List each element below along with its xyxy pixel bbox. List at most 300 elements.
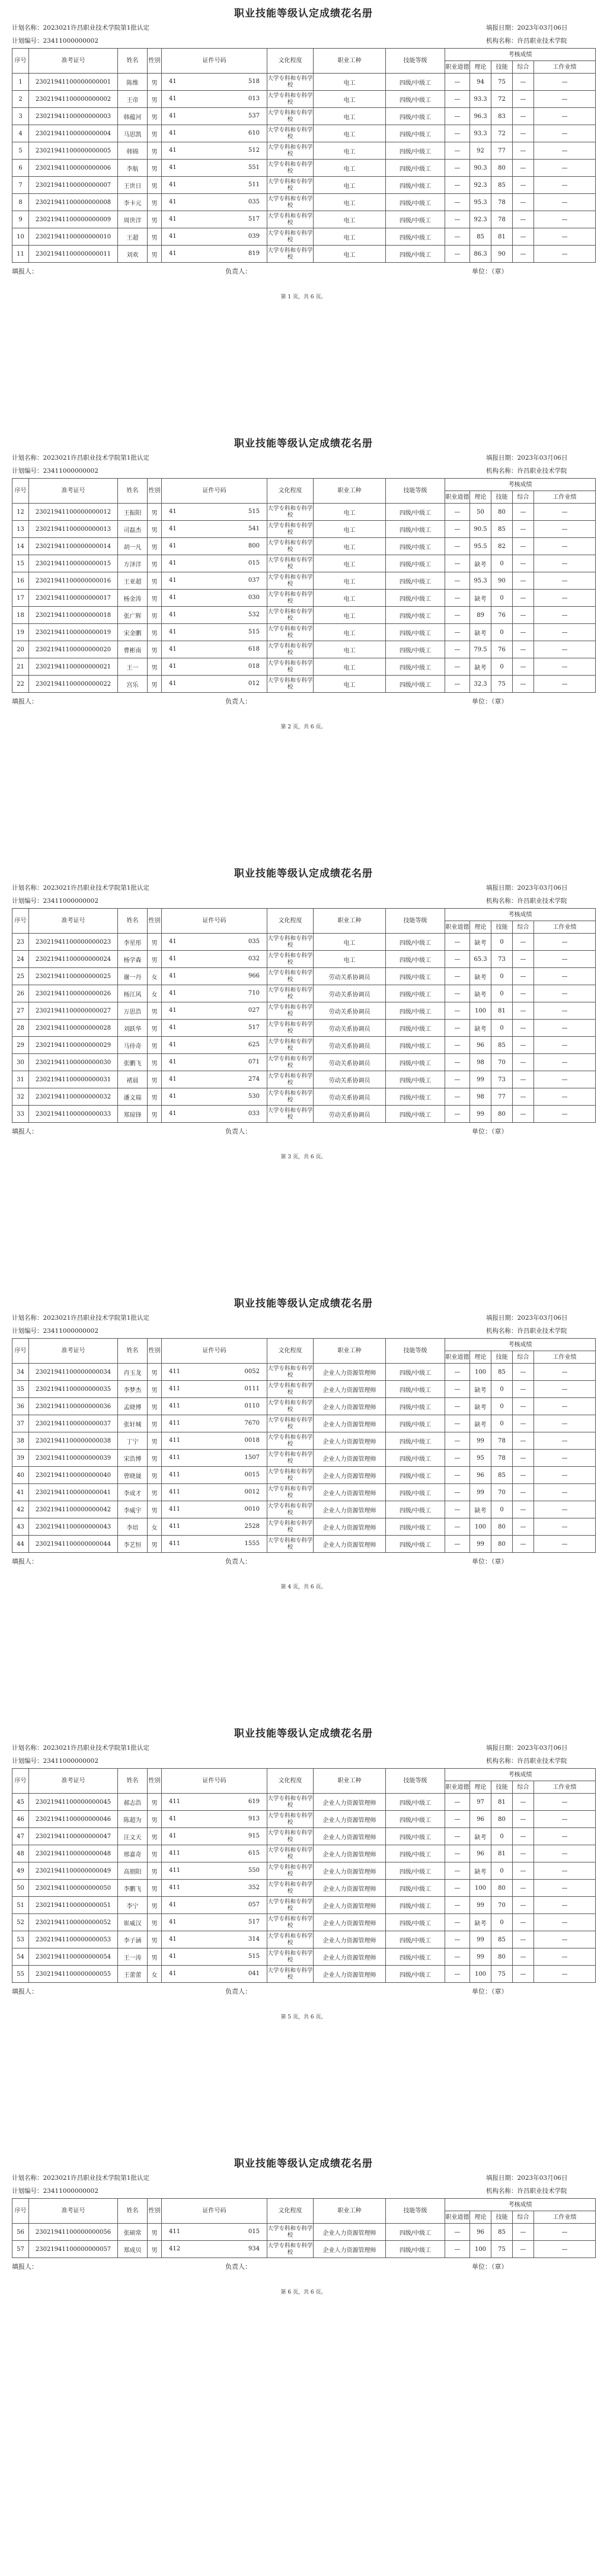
header-seq: 序号: [12, 1769, 29, 1794]
id-prefix: 41: [169, 130, 177, 136]
cell-skill: 80: [491, 1880, 513, 1897]
table-row: [12, 951, 596, 968]
header-theory: 理论: [470, 921, 491, 934]
document-title: 职业技能等级认定成绩花名册: [234, 438, 373, 450]
cell-ethics: —: [445, 1948, 470, 1966]
cell-gender: 男: [148, 658, 162, 676]
header-id-no: 证件号码: [162, 1339, 267, 1364]
cell-name: 孟晓博: [118, 1398, 148, 1415]
id-suffix: 537: [248, 113, 260, 119]
cell-education: 大学专科和专科学校: [267, 1071, 314, 1088]
cell-name: 韩蕴河: [118, 108, 148, 125]
cell-exam-no: 23021941100000000022: [29, 676, 118, 693]
cell-id-no: [162, 1467, 267, 1484]
cell-gender: 男: [148, 194, 162, 211]
cell-gender: 男: [148, 1054, 162, 1071]
cell-ethics: —: [445, 934, 470, 951]
cell-skill: 85: [491, 1037, 513, 1054]
cell-gender: 男: [148, 1880, 162, 1897]
cell-job: 电工: [314, 624, 386, 641]
header-seq: 序号: [12, 1339, 29, 1364]
cell-theory: 92: [470, 142, 491, 160]
cell-name: 陈超为: [118, 1811, 148, 1828]
cell-overall: —: [513, 1794, 534, 1811]
table-row: [12, 538, 596, 555]
cell-level: 四级/中级工: [386, 985, 445, 1002]
cell-id-no: [162, 1415, 267, 1432]
cell-exam-no: 23021941100000000003: [29, 108, 118, 125]
cell-name: 李子涵: [118, 1931, 148, 1948]
page-number: 第 3 页，共 6 页。: [280, 1154, 327, 1160]
header-job: 职业工种: [314, 2199, 386, 2224]
id-prefix: 41: [169, 164, 177, 171]
cell-seq: 42: [12, 1501, 29, 1518]
cell-job: 企业人力资源管理师: [314, 1467, 386, 1484]
id-suffix: 033: [248, 1110, 260, 1117]
cell-skill: 0: [491, 1398, 513, 1415]
id-suffix: 0012: [244, 1489, 260, 1495]
cell-theory: 95: [470, 1450, 491, 1467]
cell-level: 四级/中级工: [386, 1518, 445, 1536]
cell-name: 褚晨: [118, 1071, 148, 1088]
cell-work-perf: —: [534, 1862, 596, 1880]
cell-exam-no: 23021941100000000007: [29, 177, 118, 194]
cell-theory: 96: [470, 1467, 491, 1484]
cell-seq: 5: [12, 142, 29, 160]
cell-exam-no: 23021941100000000019: [29, 624, 118, 641]
cell-job: 企业人力资源管理师: [314, 1501, 386, 1518]
cell-overall: —: [513, 142, 534, 160]
fill-date: 填报日期：2023年03月06日: [486, 24, 568, 31]
header-education: 文化程度: [267, 2199, 314, 2224]
id-prefix: 411: [169, 1850, 181, 1857]
table-row: [12, 1794, 596, 1811]
meta-row: [12, 896, 595, 906]
signature-row: [12, 1986, 595, 1997]
cell-level: 四级/中级工: [386, 228, 445, 246]
meta-row: [12, 1756, 595, 1766]
cell-ethics: —: [445, 1364, 470, 1381]
cell-exam-no: 23021941100000000031: [29, 1071, 118, 1088]
cell-skill: 90: [491, 572, 513, 590]
cell-gender: 男: [148, 555, 162, 572]
cell-seq: 53: [12, 1931, 29, 1948]
cell-work-perf: —: [534, 504, 596, 521]
cell-level: 四级/中级工: [386, 1966, 445, 1983]
cell-job: 劳动关系协调员: [314, 1037, 386, 1054]
cell-id-no: [162, 1811, 267, 1828]
id-suffix: 515: [248, 508, 260, 515]
cell-level: 四级/中级工: [386, 142, 445, 160]
id-prefix: 41: [169, 1919, 177, 1925]
header-name: 姓名: [118, 909, 148, 934]
table-row: [12, 2241, 596, 2258]
cell-job: 电工: [314, 125, 386, 142]
cell-skill: 85: [491, 1931, 513, 1948]
cell-level: 四级/中级工: [386, 607, 445, 624]
cell-gender: 男: [148, 1467, 162, 1484]
score-table: [12, 1338, 596, 1553]
cell-seq: 22: [12, 676, 29, 693]
cell-exam-no: 23021941100000000055: [29, 1966, 118, 1983]
table-row: [12, 1828, 596, 1845]
cell-name: 李威宇: [118, 1501, 148, 1518]
score-table: [12, 1768, 596, 1983]
header-id-no: 证件号码: [162, 49, 267, 74]
cell-seq: 10: [12, 228, 29, 246]
table-row: [12, 2224, 596, 2241]
lead-label: 负责人：: [225, 1558, 251, 1565]
meta-row: [12, 883, 595, 893]
cell-seq: 15: [12, 555, 29, 572]
document-title: 职业技能等级认定成绩花名册: [234, 1728, 373, 1740]
cell-work-perf: —: [534, 2224, 596, 2241]
cell-level: 四级/中级工: [386, 658, 445, 676]
cell-level: 四级/中级工: [386, 1845, 445, 1862]
cell-gender: 男: [148, 1071, 162, 1088]
cell-ethics: —: [445, 641, 470, 658]
cell-work-perf: —: [534, 1002, 596, 1020]
meta-row: [12, 23, 595, 33]
table-row: [12, 160, 596, 177]
cell-education: 大学专科和专科学校: [267, 1002, 314, 1020]
cell-ethics: —: [445, 228, 470, 246]
document-title: 职业技能等级认定成绩花名册: [234, 2158, 373, 2170]
fill-date: 填报日期：2023年03月06日: [486, 1314, 568, 1322]
cell-ethics: —: [445, 1501, 470, 1518]
cell-job: 电工: [314, 555, 386, 572]
id-suffix: 018: [248, 663, 260, 670]
cell-overall: —: [513, 951, 534, 968]
cell-name: 李卡元: [118, 194, 148, 211]
id-suffix: 517: [248, 1024, 260, 1031]
meta-row: [12, 1326, 595, 1336]
header-education: 文化程度: [267, 1769, 314, 1794]
cell-theory: 缺考: [470, 1914, 491, 1931]
table-row: [12, 1071, 596, 1088]
cell-work-perf: —: [534, 1518, 596, 1536]
cell-exam-no: 23021941100000000023: [29, 934, 118, 951]
header-exam-no: 准考证号: [29, 909, 118, 934]
cell-overall: —: [513, 2224, 534, 2241]
cell-seq: 7: [12, 177, 29, 194]
cell-ethics: —: [445, 607, 470, 624]
table-row: [12, 658, 596, 676]
header-level: 技能等级: [386, 1769, 445, 1794]
cell-id-no: [162, 228, 267, 246]
cell-ethics: —: [445, 1415, 470, 1432]
header-scores-group: 考核成绩: [445, 1339, 596, 1351]
cell-seq: 41: [12, 1484, 29, 1501]
filler-label: 填报人：: [12, 1128, 38, 1135]
cell-education: 大学专科和专科学校: [267, 572, 314, 590]
cell-theory: 90.3: [470, 160, 491, 177]
cell-id-no: [162, 607, 267, 624]
cell-seq: 54: [12, 1948, 29, 1966]
cell-overall: —: [513, 590, 534, 607]
cell-education: 大学专科和专科学校: [267, 246, 314, 263]
header-id-no: 证件号码: [162, 909, 267, 934]
unit-seal-label: 单位：（章）: [472, 1558, 508, 1565]
cell-education: 大学专科和专科学校: [267, 504, 314, 521]
cell-ethics: —: [445, 1828, 470, 1845]
cell-gender: 男: [148, 1398, 162, 1415]
cell-gender: 男: [148, 228, 162, 246]
cell-seq: 13: [12, 521, 29, 538]
cell-overall: —: [513, 1536, 534, 1553]
cell-work-perf: —: [534, 1450, 596, 1467]
cell-ethics: —: [445, 1880, 470, 1897]
cell-exam-no: 23021941100000000040: [29, 1467, 118, 1484]
cell-overall: —: [513, 160, 534, 177]
cell-work-perf: —: [534, 951, 596, 968]
cell-name: 李梦杰: [118, 1381, 148, 1398]
cell-education: 大学专科和专科学校: [267, 1467, 314, 1484]
id-suffix: 551: [248, 164, 260, 171]
cell-seq: 57: [12, 2241, 29, 2258]
cell-id-no: [162, 2224, 267, 2241]
cell-overall: —: [513, 74, 534, 91]
lead-label: 负责人：: [225, 1988, 251, 1995]
id-suffix: 1555: [244, 1540, 260, 1547]
cell-gender: 男: [148, 521, 162, 538]
cell-work-perf: —: [534, 1897, 596, 1914]
cell-name: 张广辉: [118, 607, 148, 624]
id-prefix: 41: [169, 1110, 177, 1117]
table-row: [12, 1398, 596, 1415]
cell-exam-no: 23021941100000000020: [29, 641, 118, 658]
cell-theory: 96: [470, 1037, 491, 1054]
cell-level: 四级/中级工: [386, 211, 445, 228]
cell-theory: 缺考: [470, 1020, 491, 1037]
cell-education: 大学专科和专科学校: [267, 590, 314, 607]
cell-skill: 77: [491, 142, 513, 160]
cell-seq: 47: [12, 1828, 29, 1845]
cell-seq: 26: [12, 985, 29, 1002]
cell-job: 企业人力资源管理师: [314, 1381, 386, 1398]
id-prefix: 41: [169, 1970, 177, 1977]
cell-gender: 男: [148, 160, 162, 177]
id-prefix: 411: [169, 1523, 181, 1530]
cell-job: 企业人力资源管理师: [314, 1966, 386, 1983]
id-suffix: 0010: [244, 1506, 260, 1513]
id-suffix: 615: [248, 1850, 260, 1857]
cell-level: 四级/中级工: [386, 641, 445, 658]
cell-id-no: [162, 160, 267, 177]
header-scores-group: 考核成绩: [445, 479, 596, 491]
meta-row: [12, 1313, 595, 1323]
table-row: [12, 1484, 596, 1501]
cell-gender: 男: [148, 108, 162, 125]
cell-id-no: [162, 1002, 267, 1020]
cell-work-perf: —: [534, 1931, 596, 1948]
cell-exam-no: 23021941100000000011: [29, 246, 118, 263]
cell-name: 杨江风: [118, 985, 148, 1002]
id-suffix: 037: [248, 577, 260, 584]
id-suffix: 532: [248, 612, 260, 618]
cell-work-perf: —: [534, 1811, 596, 1828]
cell-theory: 99: [470, 1432, 491, 1450]
cell-id-no: [162, 194, 267, 211]
cell-id-no: [162, 1088, 267, 1106]
cell-exam-no: 23021941100000000014: [29, 538, 118, 555]
plan-number: 计划编号：23411000000002: [12, 467, 99, 475]
signature-row: [12, 1556, 595, 1567]
header-id-no: 证件号码: [162, 1769, 267, 1794]
cell-ethics: —: [445, 1467, 470, 1484]
cell-level: 四级/中级工: [386, 1106, 445, 1123]
cell-id-no: [162, 968, 267, 985]
cell-ethics: —: [445, 572, 470, 590]
page-number: 第 6 页，共 6 页。: [280, 2290, 327, 2295]
cell-skill: 75: [491, 676, 513, 693]
cell-gender: 男: [148, 676, 162, 693]
cell-overall: —: [513, 1450, 534, 1467]
cell-education: 大学专科和专科学校: [267, 177, 314, 194]
cell-theory: 85: [470, 228, 491, 246]
header-name: 姓名: [118, 479, 148, 504]
cell-job: 电工: [314, 572, 386, 590]
cell-seq: 52: [12, 1914, 29, 1931]
cell-education: 大学专科和专科学校: [267, 1966, 314, 1983]
header-seq: 序号: [12, 909, 29, 934]
cell-seq: 45: [12, 1794, 29, 1811]
cell-skill: 83: [491, 108, 513, 125]
cell-name: 王超: [118, 228, 148, 246]
cell-seq: 51: [12, 1897, 29, 1914]
cell-exam-no: 23021941100000000027: [29, 1002, 118, 1020]
cell-seq: 34: [12, 1364, 29, 1381]
cell-skill: 81: [491, 228, 513, 246]
id-prefix: 41: [169, 612, 177, 618]
cell-theory: 99: [470, 1071, 491, 1088]
cell-work-perf: —: [534, 1536, 596, 1553]
header-ethics: 职业道德: [445, 921, 470, 934]
cell-name: 胡一凡: [118, 538, 148, 555]
cell-id-no: [162, 1381, 267, 1398]
cell-name: 王帝: [118, 91, 148, 108]
cell-theory: 缺考: [470, 658, 491, 676]
cell-seq: 37: [12, 1415, 29, 1432]
signature-row: [12, 2262, 595, 2272]
cell-id-no: [162, 1931, 267, 1948]
cell-job: 电工: [314, 211, 386, 228]
cell-id-no: [162, 1037, 267, 1054]
cell-theory: 缺考: [470, 1381, 491, 1398]
cell-theory: 90.5: [470, 521, 491, 538]
header-work-perf: 工作业绩: [534, 1781, 596, 1794]
cell-theory: 缺考: [470, 590, 491, 607]
cell-skill: 73: [491, 951, 513, 968]
cell-skill: 0: [491, 985, 513, 1002]
lead-label: 负责人：: [225, 2263, 251, 2271]
cell-exam-no: 23021941100000000010: [29, 228, 118, 246]
unit-seal-label: 单位：（章）: [472, 2263, 508, 2271]
cell-gender: 男: [148, 1811, 162, 1828]
header-overall: 综合: [513, 491, 534, 504]
header-theory: 理论: [470, 1351, 491, 1364]
header-ethics: 职业道德: [445, 61, 470, 74]
org-name: 机构名称：许昌职业技术学院: [486, 37, 567, 44]
id-suffix: 530: [248, 1093, 260, 1100]
cell-job: 企业人力资源管理师: [314, 1828, 386, 1845]
cell-ethics: —: [445, 91, 470, 108]
page-number: 第 4 页，共 6 页。: [280, 1584, 327, 1590]
cell-skill: 70: [491, 1054, 513, 1071]
cell-seq: 11: [12, 246, 29, 263]
cell-name: 李航: [118, 160, 148, 177]
cell-education: 大学专科和专科学校: [267, 228, 314, 246]
cell-name: 王亚超: [118, 572, 148, 590]
table-row: [12, 246, 596, 263]
cell-job: 企业人力资源管理师: [314, 1398, 386, 1415]
header-gender: 性别: [148, 1769, 162, 1794]
plan-number: 计划编号：23411000000002: [12, 897, 99, 905]
id-suffix: 934: [248, 2246, 260, 2252]
cell-skill: 82: [491, 538, 513, 555]
org-name: 机构名称：许昌职业技术学院: [486, 2187, 567, 2195]
cell-exam-no: 23021941100000000017: [29, 590, 118, 607]
cell-exam-no: 23021941100000000053: [29, 1931, 118, 1948]
cell-exam-no: 23021941100000000015: [29, 555, 118, 572]
cell-overall: —: [513, 2241, 534, 2258]
cell-id-no: [162, 1054, 267, 1071]
plan-name: 计划名称：2023021许昌职业技术学院第1批认定: [12, 454, 149, 461]
table-row: [12, 590, 596, 607]
header-name: 姓名: [118, 49, 148, 74]
id-prefix: 411: [169, 1489, 181, 1495]
table-row: [12, 555, 596, 572]
header-id-no: 证件号码: [162, 2199, 267, 2224]
document-title: 职业技能等级认定成绩花名册: [234, 1298, 373, 1310]
cell-work-perf: —: [534, 1432, 596, 1450]
table-row: [12, 934, 596, 951]
cell-gender: 男: [148, 572, 162, 590]
cell-exam-no: 23021941100000000002: [29, 91, 118, 108]
cell-theory: 100: [470, 2241, 491, 2258]
table-row: [12, 1432, 596, 1450]
cell-job: 电工: [314, 74, 386, 91]
cell-education: 大学专科和专科学校: [267, 1518, 314, 1536]
cell-seq: 31: [12, 1071, 29, 1088]
cell-name: 宋金鹏: [118, 624, 148, 641]
cell-exam-no: 23021941100000000026: [29, 985, 118, 1002]
cell-job: 电工: [314, 246, 386, 263]
signature-row: [12, 696, 595, 707]
cell-level: 四级/中级工: [386, 521, 445, 538]
id-prefix: 41: [169, 680, 177, 687]
table-row: [12, 1966, 596, 1983]
cell-skill: 0: [491, 1828, 513, 1845]
cell-ethics: —: [445, 1432, 470, 1450]
id-prefix: 411: [169, 1386, 181, 1392]
cell-name: 汪文天: [118, 1828, 148, 1845]
cell-gender: 男: [148, 1828, 162, 1845]
cell-exam-no: 23021941100000000001: [29, 74, 118, 91]
cell-id-no: [162, 1106, 267, 1123]
cell-overall: —: [513, 1966, 534, 1983]
cell-overall: —: [513, 504, 534, 521]
cell-education: 大学专科和专科学校: [267, 1845, 314, 1862]
cell-job: 企业人力资源管理师: [314, 1845, 386, 1862]
cell-ethics: —: [445, 1002, 470, 1020]
cell-job: 企业人力资源管理师: [314, 1536, 386, 1553]
cell-level: 四级/中级工: [386, 504, 445, 521]
table-row: [12, 624, 596, 641]
header-skill: 技能: [491, 921, 513, 934]
cell-education: 大学专科和专科学校: [267, 521, 314, 538]
table-row: [12, 228, 596, 246]
